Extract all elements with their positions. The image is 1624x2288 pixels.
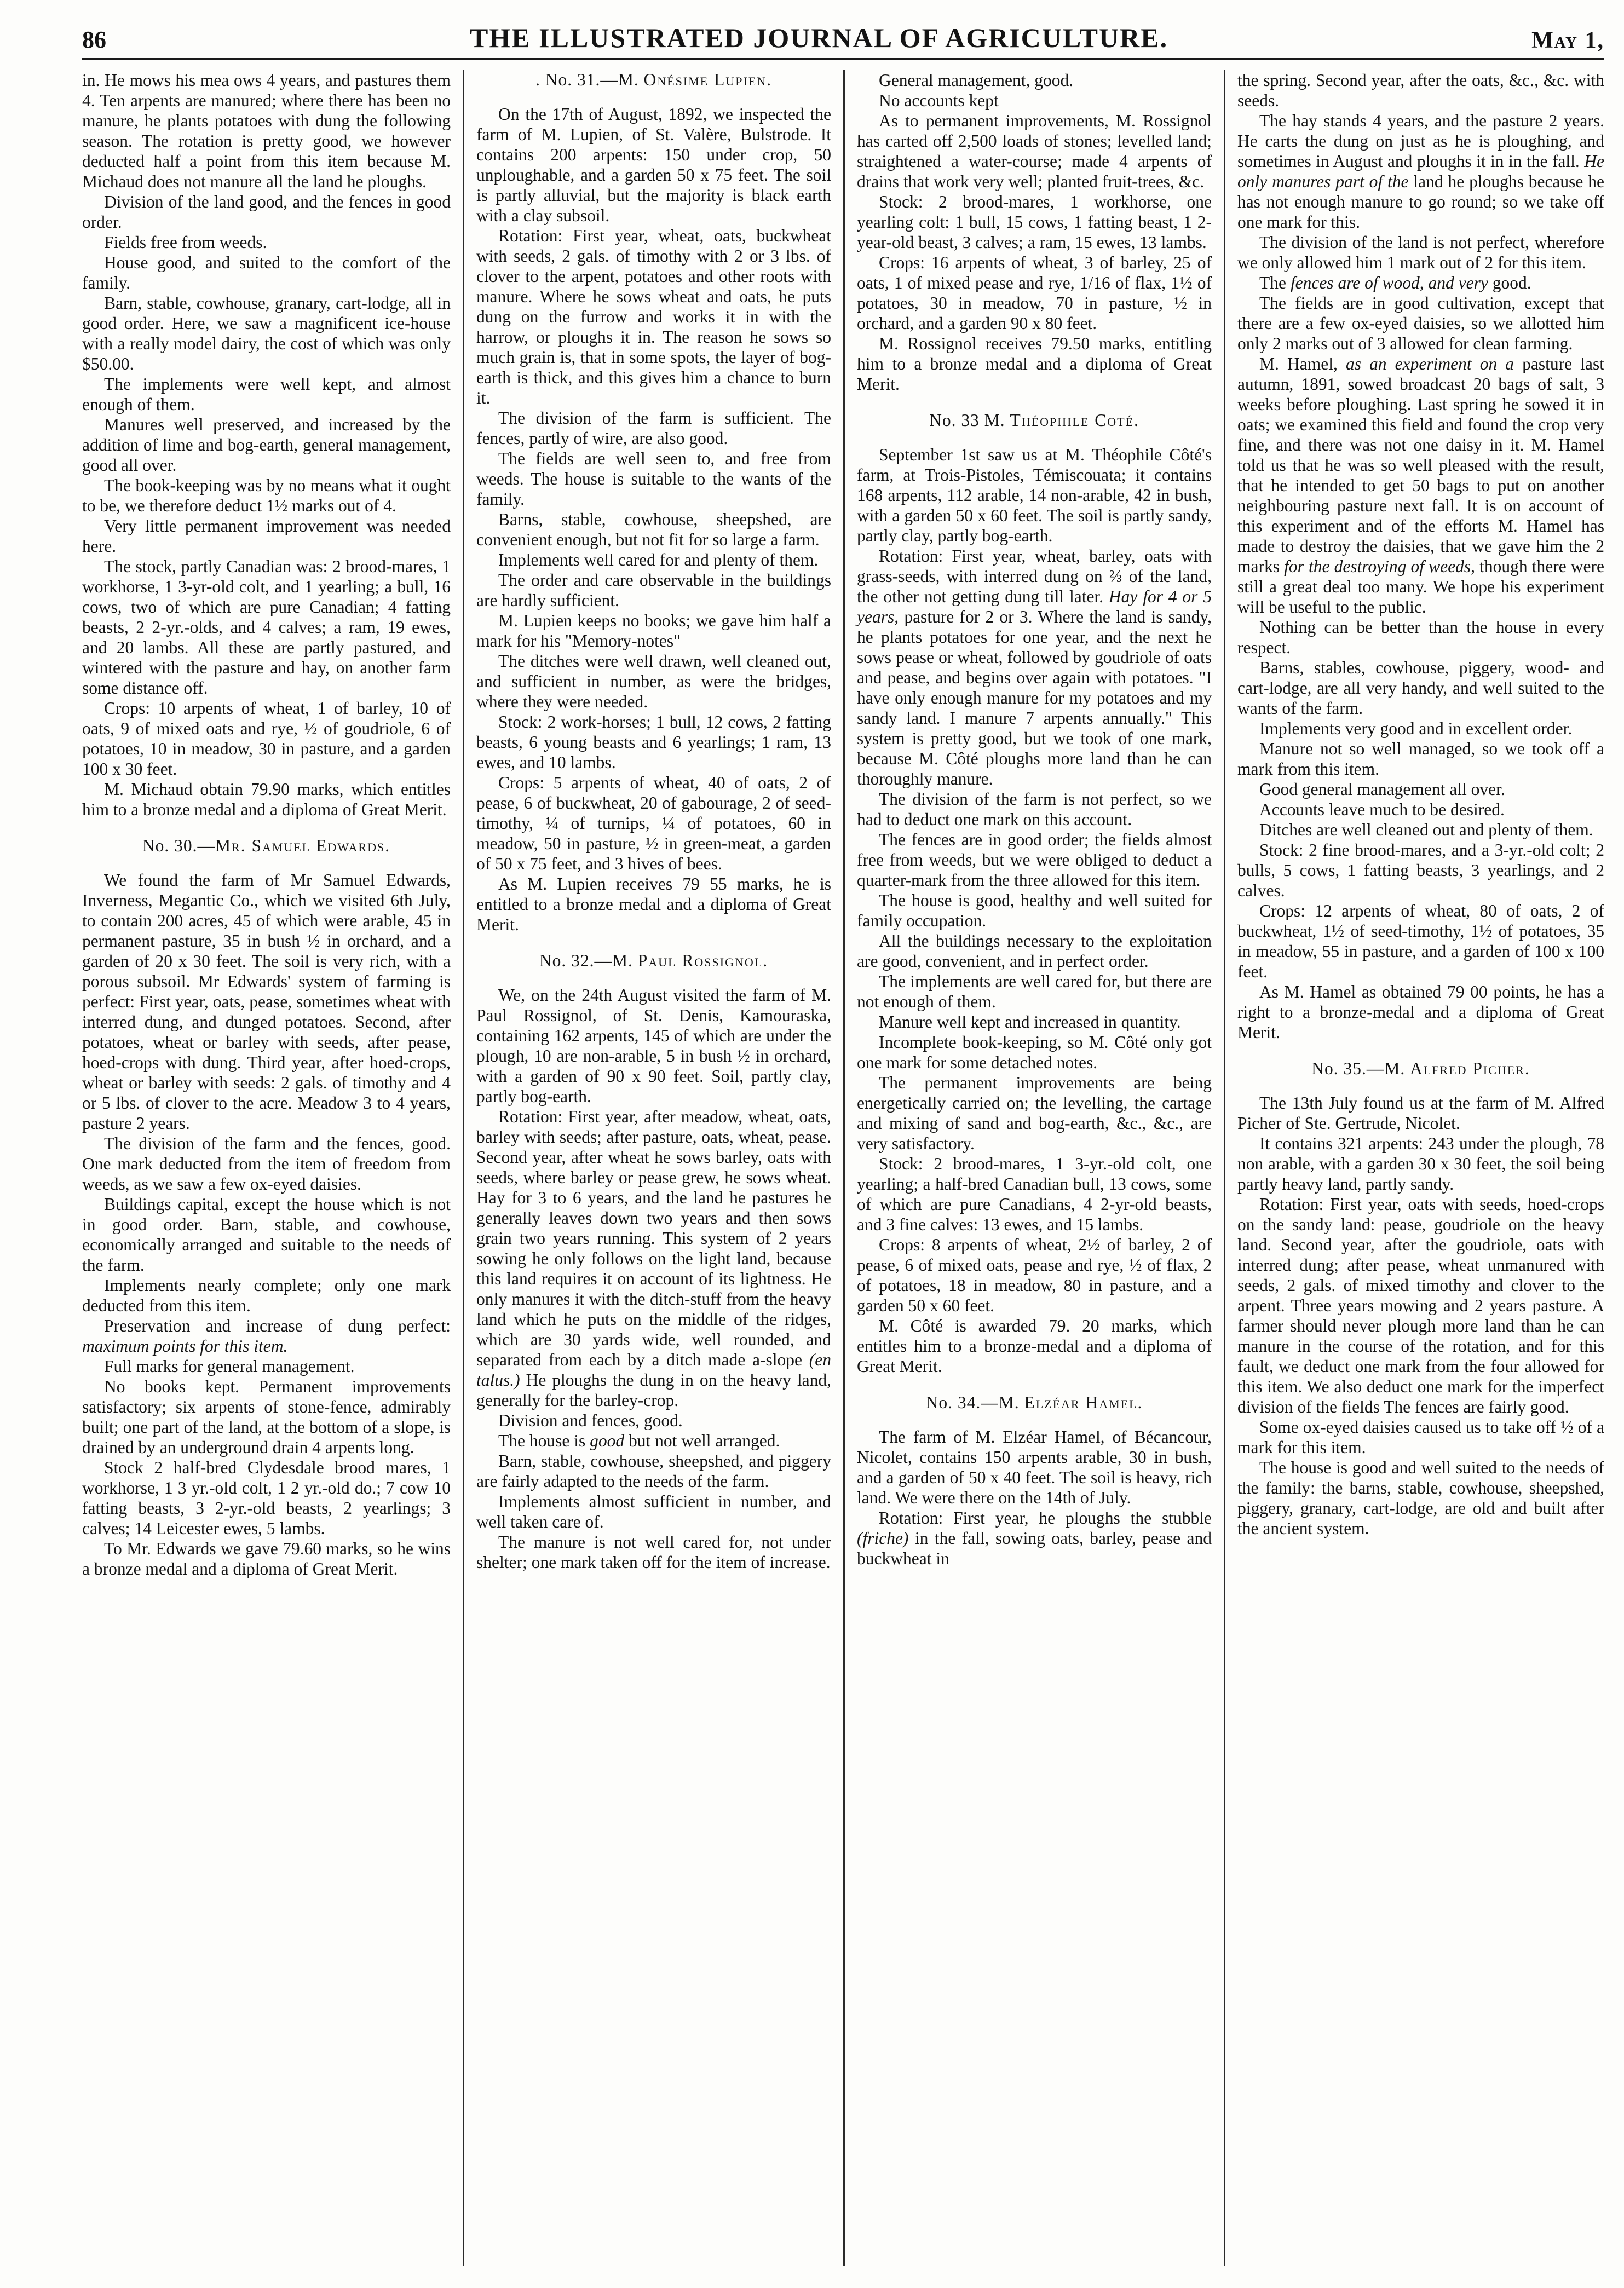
paragraph: We found the farm of Mr Samuel Edwards, Inverness, Megantic Co., which we visited 6th July, to contain 200 acres, 45 of which were arable, 45 in permanent pasture, 35 in bush ½ in orchard, and a garden of 20 x 30 feet. The soil is very rich, with a porous subsoil. Mr Edwards' system of farming is perfect: First year, oats, pease, sometimes wheat with interred dung, and dunged potatoes. Second, after potatoes, wheat or barley with seeds, after pease, hoed-crops with dung. Third year, after hoed-crops, wheat or barley with seeds: 2 gals. of timothy and 4 or 5 lbs. of clover to the acre. Meadow 3 to 4 years, pasture 2 years. <box>82 871 451 1133</box>
paragraph: Stock: 2 work-horses; 1 bull, 12 cows, 2 fatting beasts, 6 young beasts and 6 yearlings; 1 ram, 13 ewes, and 10 lambs. <box>476 712 831 772</box>
text-run: The house is <box>498 1431 590 1450</box>
paragraph: On the 17th of August, 1892, we inspected the farm of M. Lupien, of St. Valère, Bulstrode. It contains 200 arpents: 150 under crop, 50 unploughable, and a garden 50 x 75 feet. The soil is partly alluvial, but the majority is black earth with a clay subsoil. <box>476 105 831 225</box>
paragraph: It contains 321 arpents: 243 under the plough, 78 non arable, with a garden 30 x 30 feet, the soil being partly heavy land, partly sandy. <box>1237 1134 1604 1194</box>
paragraph: the spring. Second year, after the oats, &c., &c. with seeds. <box>1237 71 1604 110</box>
paragraph: The fields are well seen to, and free from weeds. The house is suitable to the wants of the family. <box>476 449 831 509</box>
paragraph: No books kept. Permanent improvements satisfactory; six arpents of stone-fence, admirably built; one part of the land, at the bottom of a slope, is drained by an underground drain 4 arpents long. <box>82 1377 451 1457</box>
article-columns <box>82 70 1604 2266</box>
paragraph: Implements well cared for and plenty of them. <box>498 550 819 569</box>
text-run: good. <box>1488 273 1531 292</box>
paragraph: The farm of M. Elzéar Hamel, of Bécancour, Nicolet, contains 150 arpents arable, 30 in bush, and a garden of 50 x 40 feet. The soil is heavy, rich land. We were there on the 14th of July. <box>857 1427 1212 1507</box>
text-run: Rotation: First year, after meadow, wheat, oats, barley with seeds; after pasture, oats, wheat, pease. Second year, after wheat he sows barley, oats with seeds, where barley or pease grew, he sows wheat. Hay for 3 to 6 years, and the land he pastures he generally leaves down two years and then sows grain two years running. This system of 2 years sowing he only follows on the light land, because this land requires it on account of its lightness. He only manures it with the ditch-stuff from the heavy land which he puts on the middle of the ridges, which are 30 yards wide, well rounded, and separated from each by a ditch made a-slope <box>476 1107 831 1369</box>
paragraph: Stock: 2 fine brood-mares, and a 3-yr.-old colt; 2 bulls, 5 cows, 1 fatting beasts, 3 yearlings, and 2 calves. <box>1237 840 1604 900</box>
paragraph: Good general management all over. <box>1259 780 1505 799</box>
text-run: pasture last autumn, 1891, sowed broadcast 20 bags of salt, 3 weeks before ploughing. Last spring he sowed it in oats; we examined this field and found the crop very fine, and there was not one daisy in it. M. Hamel told us that he was so well pleased with the result, that he intended to get 50 bags to put on another neighbouring pasture next fall. It is on account of this experiment and of the efforts M. Hamel has made to destroy the daisies, that we gave him the 2 marks <box>1237 354 1604 576</box>
paragraph: Crops: 5 arpents of wheat, 40 of oats, 2 of pease, 6 of buckwheat, 20 of gabourage, 2 of seed-timothy, ¼ of turnips, ¼ of potatoes, 60 in meadow, 50 in pasture, ½ in green-meat, a garden of 50 x 75 feet, and 3 hives of bees. <box>476 773 831 873</box>
paragraph: The fields are in good cultivation, except that there are a few ox-eyed daisies, so we allotted him only 2 marks out of 3 allowed for clean farming. <box>1237 293 1604 353</box>
paragraph: The division of the farm is not perfect, so we had to deduct one mark on this account. <box>857 789 1212 829</box>
paragraph: Barn, stable, cowhouse, sheepshed, and piggery are fairly adapted to the needs of the farm. <box>476 1451 831 1491</box>
paragraph: M. Lupien keeps no books; we gave him half a mark for his "Memory-notes" <box>476 611 831 650</box>
paragraph: House good, and suited to the comfort of the family. <box>82 253 451 292</box>
paragraph: Manures well preserved, and increased by the addition of lime and bog-earth, general management, good all over. <box>82 415 451 475</box>
paragraph: M. Rossignol receives 79.50 marks, entitling him to a bronze medal and a diploma of Great Merit. <box>857 334 1212 394</box>
text-run: The <box>1259 273 1291 292</box>
heading-name: Elzéar Hamel. <box>1024 1393 1143 1412</box>
paragraph: As to permanent improvements, M. Rossignol has carted off 2,500 loads of stones; levelled land; straightened a water-course; made 4 arpents of drains that work very well; planted fruit-trees, &c. <box>857 111 1212 191</box>
paragraph: Nothing can be better than the house in every respect. <box>1237 618 1604 657</box>
paragraph: Rotation: First year, wheat, oats, buckwheat with seeds, 2 gals. of timothy with 2 or 3 lbs. of clover to the arpent, potatoes and other roots with manure. Where he sows wheat and oats, he puts dung on the furrow and works it in with the harrow, or ploughs it in. The reason he sows so much grain is, that in some spots, the layer of bog-earth is thick, and this gives him a chance to burn it. <box>476 226 831 407</box>
emphasis: He only manures part of the <box>1237 152 1604 191</box>
heading-number: No. 33 M. <box>929 411 1005 430</box>
column-3 <box>843 70 1224 2266</box>
text-run: pasture for 2 or 3. Where the land is sandy, he plants potatoes for one year, and the next he sows pease or wheat, followed by goudriole of oats and pease, and begins over again with potatoes. "I have only enough manure for my potatoes and my sandy land. I manure 7 arpents annually." This system is pretty good, but we took of one mark, because M. Côté ploughs more land than he can thoroughly manure. <box>857 607 1212 788</box>
paragraph: Very little permanent improvement was needed here. <box>82 516 451 556</box>
text-run: He ploughs the dung in on the heavy land, generally for the barley-crop. <box>476 1370 831 1410</box>
paragraph <box>476 1106 831 1410</box>
paragraph: Division of the land good, and the fences in good order. <box>82 192 451 232</box>
emphasis: fences are of wood, and very <box>1290 273 1488 292</box>
section-heading-picher <box>1237 1059 1604 1079</box>
paragraph: Full marks for general management. <box>104 1357 355 1376</box>
emphasis: for the destroying of weeds, <box>1284 557 1475 576</box>
text-run: in the fall, sowing oats, barley, pease and buckwheat in <box>857 1529 1212 1568</box>
paragraph: The division of the farm is sufficient. The fences, partly of wire, are also good. <box>476 408 831 448</box>
emphasis: (en talus.) <box>476 1350 831 1390</box>
heading-number: No. 35.—M. <box>1311 1059 1406 1078</box>
paragraph: The division of the farm and the fences, good. One mark deducted from the item of freedom from weeds, as we saw a few ox-eyed daisies. <box>82 1134 451 1194</box>
column-1 <box>82 70 463 2266</box>
heading-number: . No. 31.—M. <box>535 70 639 89</box>
paragraph: The manure is not well cared for, not under shelter; one mark taken off for the item of increase. <box>476 1532 831 1572</box>
paragraph: The fences are in good order; the fields almost free from weeds, but we were obliged to deduct a quarter-mark from the three allowed for this item. <box>857 830 1212 890</box>
paragraph: M. Michaud obtain 79.90 marks, which entitles him to a bronze medal and a diploma of Great Merit. <box>82 780 451 819</box>
paragraph <box>1237 273 1604 293</box>
paragraph: All the buildings necessary to the exploitation are good, convenient, and in perfect order. <box>857 931 1212 971</box>
heading-number: No. 34.—M. <box>925 1393 1020 1412</box>
paragraph: Crops: 12 arpents of wheat, 80 of oats, 2 of buckwheat, 1½ of seed-timothy, 1½ of potatoes, 35 in meadow, 55 in pasture, and a garden of 100 x 100 feet. <box>1237 901 1604 981</box>
paragraph: As M. Lupien receives 79 55 marks, he is entitled to a bronze medal and a diploma of Great Merit. <box>476 874 831 934</box>
paragraph: Stock: 2 brood-mares, 1 workhorse, one yearling colt: 1 bull, 15 cows, 1 fatting beast, 1 2-year-old beast, 3 calves; a ram, 15 ewes, 13 lambs. <box>857 192 1212 252</box>
paragraph: Accounts leave much to be desired. <box>1259 800 1505 819</box>
text-run: Rotation: First year, he ploughs the stubble <box>879 1508 1212 1528</box>
text-run: M. Hamel, <box>1259 354 1346 373</box>
heading-name: Théophile Coté. <box>1010 411 1139 430</box>
issue-date: May 1, <box>1531 28 1604 53</box>
paragraph: The implements are well cared for, but there are not enough of them. <box>857 972 1212 1011</box>
paragraph <box>476 1431 831 1451</box>
heading-name: Mr. Samuel Edwards. <box>215 836 391 855</box>
emphasis: Hay for 4 or 5 years, <box>857 587 1212 626</box>
paragraph: Crops: 8 arpents of wheat, 2½ of barley, 2 of pease, 6 of mixed oats, pease and rye, ½ of flax, 2 of potatoes, 18 in meadow, 80 in pasture, and a garden 50 x 60 feet. <box>857 1235 1212 1315</box>
paragraph: Rotation: First year, oats with seeds, hoed-crops on the sandy land: pease, goudriole on the heavy land. Second year, after the goudriole, oats with interred dung; after pease, wheat unmanured with seeds, 2 gals. of mixed timothy and clover to the arpent. Three years mowing and 2 years pasture. A farmer should never plough more land than he can manure in the course of the rotation, and for this fault, we deduct one mark from the four allowed for this item. We also deduct one mark for the imperfect division of the fields The fences are fairly good. <box>1237 1195 1604 1416</box>
paragraph: The implements were well kept, and almost enough of them. <box>82 374 451 414</box>
paragraph: Stock 2 half-bred Clydesdale brood mares, 1 workhorse, 1 3 yr.-old colt, 1 2 yr.-old do.; 7 cow 10 fatting beasts, 3 2-yr.-old beasts, 2 yearlings; 3 calves; 14 Leicester ewes, 5 lambs. <box>82 1458 451 1538</box>
paragraph: Ditches are well cleaned out and plenty of them. <box>1259 820 1593 839</box>
paragraph: No accounts kept <box>879 91 999 110</box>
paragraph: September 1st saw us at M. Théophile Côté's farm, at Trois-Pistoles, Témiscouata; it contains 168 arpents, 112 arable, 14 non-arable, 42 in bush, with a garden 50 x 60 feet. The soil is partly sandy, partly clay, partly bog-earth. <box>857 445 1212 545</box>
paragraph <box>1237 111 1604 232</box>
paragraph: The ditches were well drawn, well cleaned out, and sufficient in number, as were the bridges, where they were needed. <box>476 652 831 711</box>
paragraph: Barns, stables, cowhouse, piggery, wood- and cart-lodge, are all very handy, and well suited to the wants of the farm. <box>1237 658 1604 718</box>
emphasis: maximum points for this item. <box>82 1336 288 1356</box>
column-2 <box>463 70 843 2266</box>
paragraph: Barn, stable, cowhouse, granary, cart-lodge, all in good order. Here, we saw a magnificent ice-house with a really model dairy, the cost of which was only $50.00. <box>82 293 451 373</box>
paragraph: To Mr. Edwards we gave 79.60 marks, so he wins a bronze medal and a diploma of Great Merit. <box>82 1539 451 1578</box>
text-run: Preservation and increase of dung perfect: <box>104 1316 451 1335</box>
paragraph: Barns, stable, cowhouse, sheepshed, are convenient enough, but not fit for so large a farm. <box>476 510 831 549</box>
paragraph: Implements very good and in excellent order. <box>1259 719 1573 738</box>
section-heading-hamel <box>857 1393 1212 1413</box>
text-run: Rotation: First year, wheat, barley, oats with grass-seeds, with interred dung on ⅔ of the land, the other not getting dung till later. <box>857 546 1212 606</box>
heading-name: Onésime Lupien. <box>643 70 773 89</box>
paragraph: The permanent improvements are being energetically carried on; the levelling, the cartage and mixing of sand and bog-earth, &c., &c., are very satisfactory. <box>857 1073 1212 1153</box>
paragraph: Buildings capital, except the house which is not in good order. Barn, stable, and cowhouse, economically arranged and suitable to the needs of the farm. <box>82 1195 451 1275</box>
paragraph: The division of the land is not perfect, wherefore we only allowed him 1 mark out of 2 for this item. <box>1237 233 1604 272</box>
emphasis: (friche) <box>857 1529 909 1548</box>
page-header <box>82 8 1604 60</box>
paragraph: The book-keeping was by no means what it ought to be, we therefore deduct 1½ marks out of 4. <box>82 476 451 515</box>
paragraph: Stock: 2 brood-mares, 1 3-yr.-old colt, one yearling; a half-bred Canadian bull, 13 cows, some of which are pure Canadians, 4 2-yr-old beasts, and 3 fine calves: 13 ewes, and 15 lambs. <box>857 1154 1212 1234</box>
paragraph: As M. Hamel as obtained 79 00 points, he has a right to a bronze-medal and a diploma of Great Merit. <box>1237 982 1604 1042</box>
paragraph: Manure well kept and increased in quantity. <box>879 1012 1181 1031</box>
paragraph: We, on the 24th August visited the farm of M. Paul Rossignol, of St. Denis, Kamouraska, containing 162 arpents, 145 of which are under the plough, 10 are non-arable, 5 in bush ½ in orchard, with a garden of 90 x 90 feet. Soil, partly clay, partly bog-earth. <box>476 985 831 1106</box>
paragraph <box>82 1316 451 1356</box>
paragraph: Incomplete book-keeping, so M. Côté only got one mark for some detached notes. <box>857 1033 1212 1072</box>
paragraph: The order and care observable in the buildings are hardly sufficient. <box>476 570 831 610</box>
paragraph: Crops: 10 arpents of wheat, 1 of barley, 10 of oats, 9 of mixed oats and rye, ½ of goudriole, 6 of potatoes, 10 in meadow, 30 in pasture, and a garden 100 x 30 feet. <box>82 699 451 779</box>
emphasis: good <box>590 1431 625 1450</box>
paragraph: The stock, partly Canadian was: 2 brood-mares, 1 workhorse, 1 3-yr-old colt, and 1 yearling; a bull, 16 cows, two of which are pure Canadian; 4 fatting beasts, 2 2-yr.-olds, and 4 calves; a ram, 19 ewes, and 20 lambs. All these are partly pastured, and wintered with the pasture and hay, on another farm some distance off. <box>82 557 451 698</box>
paragraph: The 13th July found us at the farm of M. Alfred Picher of Ste. Gertrude, Nicolet. <box>1237 1093 1604 1133</box>
paragraph: Some ox-eyed daisies caused us to take off ½ of a mark for this item. <box>1237 1417 1604 1457</box>
paragraph: Crops: 16 arpents of wheat, 3 of barley, 25 of oats, 1 of mixed pease and rye, 1/16 of flax, 1½ of potatoes, 30 in meadow, 70 in pasture, ½ in orchard, and a garden 90 x 80 feet. <box>857 253 1212 333</box>
paragraph: Division and fences, good. <box>498 1411 683 1430</box>
section-heading-edwards <box>82 836 451 856</box>
paragraph: Implements almost sufficient in number, and well taken care of. <box>476 1492 831 1531</box>
emphasis: as an experiment on a <box>1345 354 1514 373</box>
text-run: The hay stands 4 years, and the pasture 2 years. He carts the dung on just as he is ploughing, and sometimes in August and ploughs it in in the fall. <box>1237 111 1604 171</box>
section-heading-rossignol <box>476 951 831 971</box>
paragraph <box>1237 354 1604 617</box>
text-run: but not well arranged. <box>624 1431 780 1450</box>
paragraph: The house is good, healthy and well suited for family occupation. <box>857 891 1212 930</box>
heading-name: Paul Rossignol. <box>637 951 769 970</box>
paragraph: in. He mows his mea ows 4 years, and pastures them 4. Ten arpents are manured; where there has been no manure, he plants potatoes with dung the following season. The rotation is pretty good, we however deducted half a point from this item because M. Michaud does not manure all the land he ploughs. <box>82 71 451 191</box>
column-4 <box>1224 70 1604 2266</box>
text-run: though there were still a great deal too many. We hope his experiment will be useful to the public. <box>1237 557 1604 616</box>
heading-name: Alfred Picher. <box>1410 1059 1530 1078</box>
section-heading-lupien <box>476 70 831 90</box>
paragraph: General management, good. <box>879 71 1074 90</box>
section-heading-cote <box>857 411 1212 430</box>
paragraph <box>857 1508 1212 1569</box>
paragraph: M. Côté is awarded 79. 20 marks, which entitles him to a bronze-medal and a diploma of Great Merit. <box>857 1316 1212 1376</box>
paragraph <box>857 546 1212 789</box>
paragraph: Manure not so well managed, so we took off a mark from this item. <box>1237 739 1604 779</box>
heading-number: No. 30.— <box>142 836 216 855</box>
journal-title: THE ILLUSTRATED JOURNAL OF AGRICULTURE. <box>470 22 1168 53</box>
page-number: 86 <box>82 26 106 53</box>
heading-number: No. 32.—M. <box>539 951 633 970</box>
text-run: land he ploughs because he has not enough manure to go round; so we take off one mark for this. <box>1237 172 1604 232</box>
paragraph: The house is good and well suited to the needs of the family: the barns, stable, cowhouse, sheepshed, piggery, granary, cart-lodge, are old and built after the ancient system. <box>1237 1458 1604 1538</box>
paragraph: Implements nearly complete; only one mark deducted from this item. <box>82 1276 451 1315</box>
paragraph: Fields free from weeds. <box>104 233 267 252</box>
